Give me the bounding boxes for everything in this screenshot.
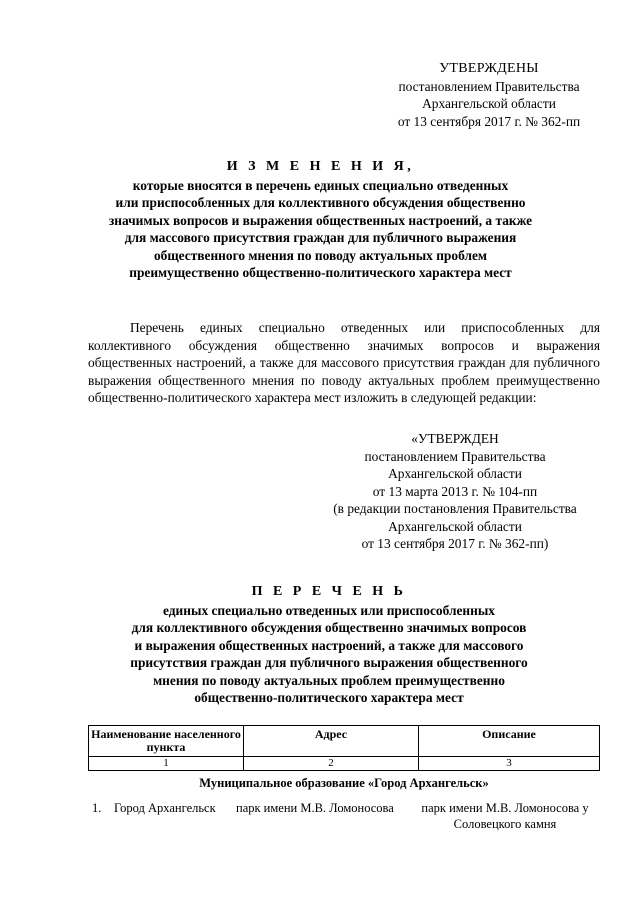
entry-description: парк имени М.В. Ломоносова у Соловецкого камня bbox=[421, 801, 589, 831]
heading2-line: и выражения общественных настроений, а также для массового bbox=[134, 637, 524, 653]
body-paragraph bbox=[88, 319, 600, 407]
heading-line: преимущественно общественно-политического характера мест bbox=[129, 265, 512, 280]
table-header-row bbox=[89, 726, 600, 757]
heading2-line: присутствия граждан для публичного выражения общественного bbox=[130, 655, 528, 670]
heading-line: общественного мнения по поводу актуальных проблем bbox=[153, 247, 488, 263]
approval2-line: «УТВЕРЖДЕН bbox=[411, 431, 499, 446]
municipality-title: Муниципальное образование «Город Архангельск» bbox=[199, 776, 489, 790]
column-number: 2 bbox=[244, 757, 419, 771]
paragraph-text: Перечень единых специально отведенных или приспособленных для коллективного обсуждения общественно значимых вопросов и выражения общественных настроений, а также для массового присутствия граждан для публичного выражения общественного мнения по поводу актуальных проблем преимущественно общественно-политического характера мест изложить в следующей редакции: bbox=[88, 320, 600, 405]
column-number: 1 bbox=[89, 757, 244, 771]
approval2-line: Архангельской области bbox=[388, 518, 522, 534]
approval2-line: Архангельской области bbox=[388, 466, 522, 481]
table-number-row bbox=[89, 757, 600, 771]
approval-stamp-2 bbox=[310, 430, 600, 553]
header-address: Адрес bbox=[244, 726, 419, 757]
heading2-line: для коллективного обсуждения общественно значимых вопросов bbox=[131, 620, 527, 635]
changes-title: И З М Е Н Е Н И Я, bbox=[226, 159, 415, 174]
approval2-line: от 13 марта 2013 г. № 104-пп bbox=[372, 483, 538, 499]
entry-address: парк имени М.В. Ломоносова bbox=[236, 801, 394, 815]
approval2-line: постановлением Правительства bbox=[364, 448, 546, 464]
approval2-line: от 13 сентября 2017 г. № 362-пп) bbox=[361, 536, 549, 551]
heading2-line: мнения по поводу актуальных проблем преимущественно bbox=[153, 672, 505, 688]
heading-line: которые вносятся в перечень единых специально отведенных bbox=[132, 177, 509, 193]
list-title: П Е Р Е Ч Е Н Ь bbox=[251, 584, 407, 599]
column-number: 3 bbox=[419, 757, 600, 771]
entry-city: Город Архангельск bbox=[114, 801, 216, 815]
places-table bbox=[88, 725, 600, 771]
header-description: Описание bbox=[419, 726, 600, 757]
approval-title: УТВЕРЖДЕНЫ bbox=[439, 61, 539, 76]
heading-line: или приспособленных для коллективного обсуждения общественно bbox=[115, 195, 526, 210]
list-heading bbox=[105, 583, 553, 707]
approval2-line: (в редакции постановления Правительства bbox=[333, 501, 577, 516]
changes-heading bbox=[88, 158, 553, 282]
entry-number: 1. bbox=[92, 801, 102, 815]
heading2-line: единых специально отведенных или приспособленных bbox=[163, 602, 495, 618]
approval-line: постановлением Правительства bbox=[398, 78, 580, 94]
approval-stamp bbox=[378, 60, 600, 130]
approval-line: от 13 сентября 2017 г. № 362-пп bbox=[397, 113, 581, 129]
header-locality: Наименование населенного пункта bbox=[89, 726, 244, 757]
heading-line: для массового присутствия граждан для публичного выражения bbox=[124, 230, 517, 245]
heading-line: значимых вопросов и выражения общественных настроений, а также bbox=[108, 212, 533, 228]
heading2-line: общественно-политического характера мест bbox=[194, 690, 464, 705]
approval-line: Архангельской области bbox=[422, 96, 556, 111]
